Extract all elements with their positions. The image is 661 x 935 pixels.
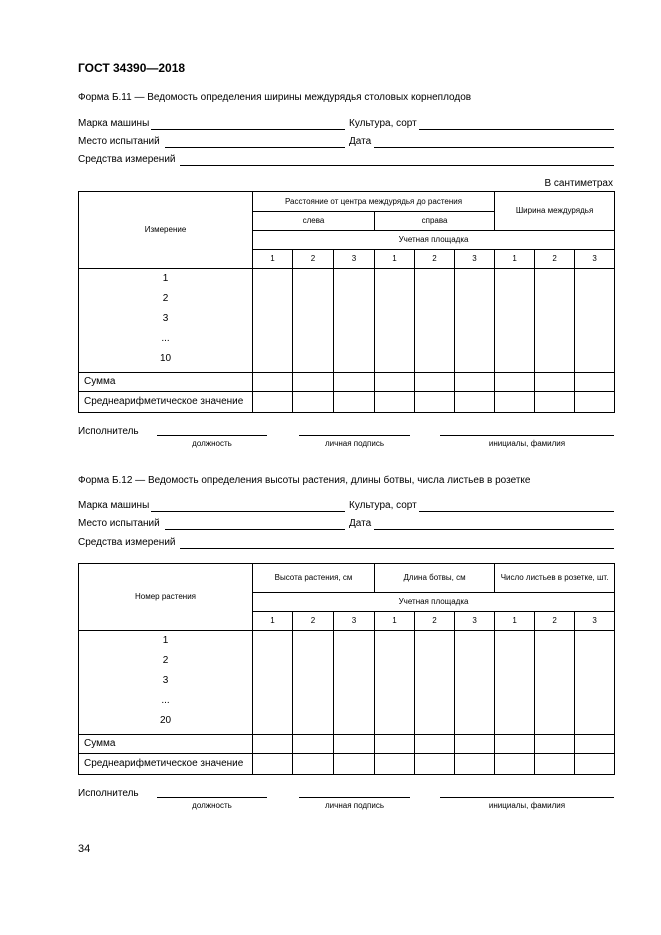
table-row-index: ...: [161, 333, 170, 344]
table-row-index: 2: [162, 655, 169, 666]
form2-sub-col: 3: [334, 612, 375, 631]
data-cell[interactable]: [334, 392, 375, 413]
data-cell[interactable]: [455, 392, 495, 413]
data-cell[interactable]: [575, 392, 615, 413]
data-cell[interactable]: [495, 735, 535, 754]
form1-place-field[interactable]: [165, 147, 345, 148]
form2-executor-label: Исполнитель: [78, 788, 139, 799]
table-row-index: 10: [159, 353, 172, 364]
data-cell[interactable]: [495, 754, 535, 775]
data-cell[interactable]: [575, 735, 615, 754]
data-cell[interactable]: [455, 631, 495, 735]
table-row-index: 3: [162, 675, 169, 686]
form1-machine-field[interactable]: [151, 129, 345, 130]
form2-col-leaf-count: Число листьев в розетке, шт.: [495, 564, 615, 593]
document-header: ГОСТ 34390—2018: [78, 61, 186, 75]
data-cell[interactable]: [253, 754, 293, 775]
form2-sub-col: 1: [375, 612, 415, 631]
form1-culture-label: Культура, сорт: [349, 118, 417, 129]
form1-sub-col: 2: [535, 250, 575, 269]
form1-col-left: слева: [253, 212, 375, 231]
data-cell[interactable]: [535, 373, 575, 392]
form1-sub-col: 3: [575, 250, 615, 269]
data-cell[interactable]: [535, 631, 575, 735]
data-cell[interactable]: [535, 735, 575, 754]
table-row-index: 1: [162, 635, 169, 646]
form1-row-indices: [79, 269, 253, 373]
form2-signature-line[interactable]: [299, 797, 410, 798]
form1-col-measurement: Измерение: [79, 192, 253, 269]
data-cell[interactable]: [455, 735, 495, 754]
form1-place-label: Место испытаний: [78, 136, 160, 147]
data-cell[interactable]: [535, 754, 575, 775]
data-cell[interactable]: [415, 392, 455, 413]
form1-mean-label: Среднеарифметическое значение: [79, 392, 253, 413]
data-cell[interactable]: [575, 373, 615, 392]
data-cell[interactable]: [334, 631, 375, 735]
page-number: 34: [78, 843, 91, 855]
form1-sum-label: Сумма: [79, 373, 253, 392]
data-cell[interactable]: [455, 269, 495, 373]
data-cell[interactable]: [334, 269, 375, 373]
data-cell[interactable]: [293, 392, 334, 413]
data-cell[interactable]: [455, 754, 495, 775]
data-cell[interactable]: [334, 373, 375, 392]
form2-sum-label: Сумма: [79, 735, 253, 754]
table-row-index: 1: [162, 273, 169, 284]
form1-instruments-field[interactable]: [180, 165, 614, 166]
data-cell[interactable]: [575, 631, 615, 735]
form2-sub-col: 2: [535, 612, 575, 631]
data-cell[interactable]: [375, 754, 415, 775]
form1-culture-field[interactable]: [419, 129, 614, 130]
data-cell[interactable]: [253, 269, 293, 373]
data-cell[interactable]: [293, 373, 334, 392]
form2-date-label: Дата: [349, 518, 372, 529]
data-cell[interactable]: [293, 269, 334, 373]
form2-place-label: Место испытаний: [78, 518, 160, 529]
form1-col-right: справа: [375, 212, 495, 231]
form1-table: [78, 191, 615, 413]
data-cell[interactable]: [253, 392, 293, 413]
form2-instruments-label: Средства измерений: [78, 537, 176, 548]
form2-col-tops-length: Длина ботвы, см: [375, 564, 495, 593]
form1-machine-label: Марка машины: [78, 118, 150, 129]
data-cell[interactable]: [375, 631, 415, 735]
form1-sub-col: 1: [253, 250, 293, 269]
data-cell[interactable]: [375, 373, 415, 392]
form2-col-height: Высота растения, см: [253, 564, 375, 593]
table-row-index: ...: [161, 695, 170, 706]
form1-executor-label: Исполнитель: [78, 426, 139, 437]
data-cell[interactable]: [293, 631, 334, 735]
form1-col-width: Ширина междурядья: [495, 192, 615, 231]
data-cell[interactable]: [253, 373, 293, 392]
form1-position-caption: должность: [192, 439, 232, 448]
data-cell[interactable]: [253, 631, 293, 735]
data-cell[interactable]: [253, 735, 293, 754]
data-cell[interactable]: [535, 392, 575, 413]
form1-sub-col: 2: [415, 250, 455, 269]
form2-place-field[interactable]: [165, 529, 345, 530]
form2-machine-field[interactable]: [151, 511, 345, 512]
form2-position-line[interactable]: [157, 797, 267, 798]
data-cell[interactable]: [375, 735, 415, 754]
form1-date-label: Дата: [349, 136, 372, 147]
data-cell[interactable]: [293, 754, 334, 775]
data-cell[interactable]: [334, 735, 375, 754]
form1-date-field[interactable]: [374, 147, 614, 148]
data-cell[interactable]: [495, 631, 535, 735]
form1-instruments-label: Средства измерений: [78, 154, 176, 165]
form2-signature-caption: личная подпись: [325, 801, 384, 810]
form2-sub-col: 1: [253, 612, 293, 631]
form2-sub-col: 2: [293, 612, 334, 631]
form1-title: Форма Б.11 — Ведомость определения ширины междурядья столовых корнеплодов: [78, 92, 472, 103]
form1-sub-col: 3: [455, 250, 495, 269]
table-row-index: 20: [159, 715, 172, 726]
data-cell[interactable]: [375, 269, 415, 373]
data-cell[interactable]: [575, 269, 615, 373]
form1-position-line[interactable]: [157, 435, 267, 436]
form2-date-field[interactable]: [374, 529, 614, 530]
data-cell[interactable]: [334, 754, 375, 775]
form2-sub-col: 2: [415, 612, 455, 631]
data-cell[interactable]: [495, 392, 535, 413]
form1-signature-line[interactable]: [299, 435, 410, 436]
form2-instruments-field[interactable]: [180, 548, 614, 549]
form2-row-indices: [79, 631, 253, 735]
form2-sub-col: 3: [455, 612, 495, 631]
data-cell[interactable]: [415, 735, 455, 754]
form2-sub-col: 3: [575, 612, 615, 631]
data-cell[interactable]: [495, 269, 535, 373]
form2-culture-field[interactable]: [419, 511, 614, 512]
form2-col-plant-number: Номер растения: [79, 564, 253, 631]
form2-machine-label: Марка машины: [78, 500, 150, 511]
form1-units-note: В сантиметрах: [544, 178, 613, 189]
data-cell[interactable]: [455, 373, 495, 392]
form2-position-caption: должность: [192, 801, 232, 810]
form1-signature-caption: личная подпись: [325, 439, 384, 448]
form2-culture-label: Культура, сорт: [349, 500, 417, 511]
data-cell[interactable]: [415, 631, 455, 735]
data-cell[interactable]: [293, 735, 334, 754]
data-cell[interactable]: [415, 373, 455, 392]
form1-col-plot: Учетная площадка: [253, 231, 615, 250]
form2-initials-caption: инициалы, фамилия: [488, 801, 566, 810]
form2-sub-col: 1: [495, 612, 535, 631]
form1-initials-line[interactable]: [440, 435, 614, 436]
table-row-index: 2: [162, 293, 169, 304]
data-cell[interactable]: [415, 754, 455, 775]
form1-sub-col: 1: [495, 250, 535, 269]
data-cell[interactable]: [495, 373, 535, 392]
form2-table: [78, 563, 615, 775]
data-cell[interactable]: [575, 754, 615, 775]
form1-initials-caption: инициалы, фамилия: [488, 439, 566, 448]
data-cell[interactable]: [375, 392, 415, 413]
form2-title: Форма Б.12 — Ведомость определения высоты растения, длины ботвы, числа листьев в розетке: [78, 475, 531, 486]
form2-mean-label: Среднеарифметическое значение: [79, 754, 253, 775]
form1-sub-col: 2: [293, 250, 334, 269]
data-cell[interactable]: [535, 269, 575, 373]
form2-col-plot: Учетная площадка: [253, 593, 615, 612]
form1-sub-col: 1: [375, 250, 415, 269]
form1-sub-col: 3: [334, 250, 375, 269]
form2-initials-line[interactable]: [440, 797, 614, 798]
form1-col-distance: Расстояние от центра междурядья до растения: [253, 192, 495, 212]
table-row-index: 3: [162, 313, 169, 324]
data-cell[interactable]: [415, 269, 455, 373]
